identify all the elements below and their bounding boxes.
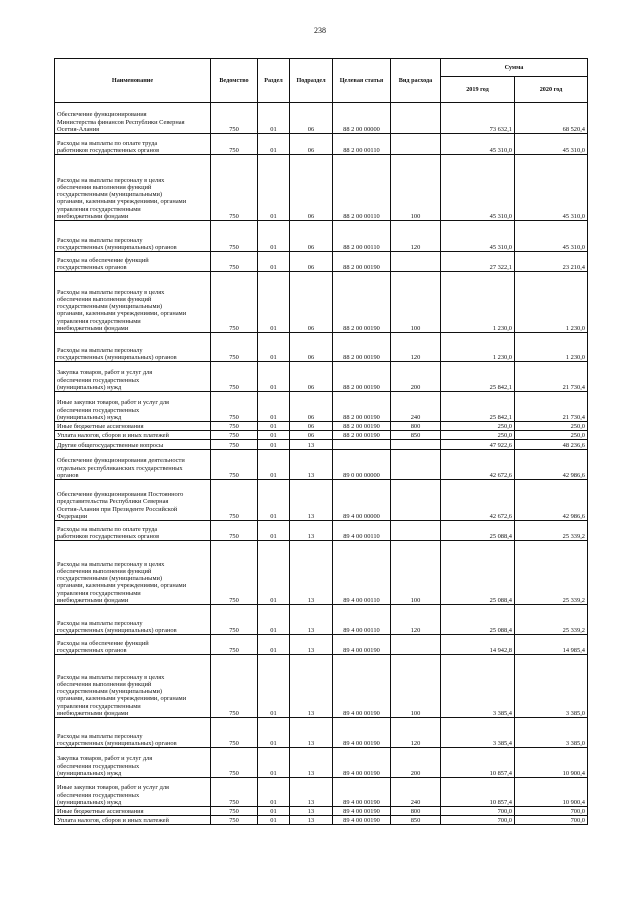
cell-expense (391, 635, 441, 655)
table-row (55, 134, 588, 155)
cell-2019: 1 230,0 (441, 333, 515, 362)
cell-name: Расходы на выплаты по оплате труда работников государственных органов (55, 134, 211, 155)
table-row (55, 655, 588, 718)
cell-podrazdel: 06 (290, 431, 333, 440)
cell-podrazdel: 06 (290, 392, 333, 422)
cell-name: Уплата налогов, сборов и иных платежей (55, 816, 211, 825)
cell-2019: 45 310,0 (441, 134, 515, 155)
cell-name: Закупка товаров, работ и услуг для обеспечения государственных (муниципальных) нужд (55, 362, 211, 392)
table-row (55, 440, 588, 450)
table-row (55, 778, 588, 807)
cell-2019: 25 842,1 (441, 392, 515, 422)
cell-razdel: 01 (258, 252, 290, 272)
cell-2019: 250,0 (441, 431, 515, 440)
cell-vedomstvo: 750 (211, 155, 258, 221)
cell-2020: 250,0 (515, 422, 588, 431)
cell-vedomstvo: 750 (211, 431, 258, 440)
cell-2020: 42 986,6 (515, 450, 588, 480)
cell-target: 89 4 00 00000 (333, 480, 391, 521)
table-row (55, 362, 588, 392)
cell-razdel: 01 (258, 440, 290, 450)
cell-2020: 25 339,2 (515, 605, 588, 635)
cell-2020: 25 339,2 (515, 541, 588, 605)
cell-vedomstvo: 750 (211, 450, 258, 480)
cell-expense: 850 (391, 816, 441, 825)
table-row (55, 431, 588, 440)
cell-expense (391, 480, 441, 521)
cell-razdel: 01 (258, 718, 290, 748)
cell-name: Иные закупки товаров, работ и услуг для обеспечения государственных (муниципальных) нужд (55, 392, 211, 422)
cell-2019: 700,0 (441, 807, 515, 816)
cell-expense (391, 134, 441, 155)
cell-vedomstvo: 750 (211, 778, 258, 807)
cell-target (333, 440, 391, 450)
cell-target: 89 4 00 00110 (333, 605, 391, 635)
cell-target: 88 2 00 00000 (333, 103, 391, 134)
cell-target: 89 4 00 00190 (333, 748, 391, 778)
cell-razdel: 01 (258, 807, 290, 816)
cell-expense: 800 (391, 422, 441, 431)
table-row (55, 816, 588, 825)
cell-podrazdel: 13 (290, 635, 333, 655)
cell-2020: 45 310,0 (515, 155, 588, 221)
cell-vedomstvo: 750 (211, 816, 258, 825)
cell-2019: 42 672,6 (441, 450, 515, 480)
table-row (55, 635, 588, 655)
cell-name: Закупка товаров, работ и услуг для обеспечения государственных (муниципальных) нужд (55, 748, 211, 778)
cell-vedomstvo: 750 (211, 272, 258, 333)
cell-podrazdel: 06 (290, 155, 333, 221)
cell-2019: 10 857,4 (441, 778, 515, 807)
cell-target: 89 4 00 00110 (333, 521, 391, 541)
cell-2020: 700,0 (515, 807, 588, 816)
cell-2019: 25 088,4 (441, 521, 515, 541)
table-row (55, 718, 588, 748)
cell-target: 89 0 00 00000 (333, 450, 391, 480)
cell-razdel: 01 (258, 134, 290, 155)
cell-2019: 42 672,6 (441, 480, 515, 521)
cell-vedomstvo: 750 (211, 718, 258, 748)
cell-podrazdel: 06 (290, 333, 333, 362)
cell-2019: 25 088,4 (441, 541, 515, 605)
cell-podrazdel: 06 (290, 272, 333, 333)
header-target: Целевая статья (333, 59, 391, 103)
cell-name: Обеспечение функционирования деятельности отдельных республиканских государственных органов (55, 450, 211, 480)
cell-2019: 73 632,1 (441, 103, 515, 134)
cell-expense: 100 (391, 155, 441, 221)
cell-vedomstvo: 750 (211, 134, 258, 155)
cell-target: 88 2 00 00110 (333, 221, 391, 252)
cell-expense: 120 (391, 333, 441, 362)
cell-podrazdel: 06 (290, 422, 333, 431)
table-body (55, 103, 588, 825)
cell-expense: 800 (391, 807, 441, 816)
table-row (55, 272, 588, 333)
cell-2019: 3 385,4 (441, 718, 515, 748)
cell-target: 89 4 00 00190 (333, 778, 391, 807)
cell-2019: 47 922,6 (441, 440, 515, 450)
table-row (55, 252, 588, 272)
cell-target: 88 2 00 00190 (333, 272, 391, 333)
table-row (55, 605, 588, 635)
cell-name: Расходы на выплаты персоналу государственных (муниципальных) органов (55, 605, 211, 635)
cell-razdel: 01 (258, 103, 290, 134)
cell-2019: 25 842,1 (441, 362, 515, 392)
cell-2020: 10 900,4 (515, 778, 588, 807)
cell-expense: 120 (391, 605, 441, 635)
cell-expense: 100 (391, 272, 441, 333)
cell-target: 88 2 00 00190 (333, 252, 391, 272)
cell-target: 89 4 00 00190 (333, 655, 391, 718)
cell-podrazdel: 13 (290, 541, 333, 605)
cell-expense (391, 440, 441, 450)
cell-target: 89 4 00 00190 (333, 807, 391, 816)
header-razdel: Раздел (258, 59, 290, 103)
cell-expense: 240 (391, 392, 441, 422)
cell-expense (391, 521, 441, 541)
cell-2020: 250,0 (515, 431, 588, 440)
cell-name: Расходы на выплаты персоналу в целях обеспечения выполнения функций государственными (муниципальными) органами, казенными учреждениями, органами управления государственными внебюджетными фондами (55, 541, 211, 605)
cell-name: Расходы на обеспечение функций государственных органов (55, 252, 211, 272)
table-row (55, 333, 588, 362)
cell-razdel: 01 (258, 605, 290, 635)
cell-razdel: 01 (258, 362, 290, 392)
table-row (55, 450, 588, 480)
cell-podrazdel: 13 (290, 807, 333, 816)
page-number: 238 (314, 26, 326, 35)
cell-podrazdel: 13 (290, 440, 333, 450)
cell-razdel: 01 (258, 480, 290, 521)
cell-vedomstvo: 750 (211, 480, 258, 521)
cell-razdel: 01 (258, 431, 290, 440)
cell-vedomstvo: 750 (211, 333, 258, 362)
cell-2019: 14 942,8 (441, 635, 515, 655)
cell-2019: 45 310,0 (441, 221, 515, 252)
cell-razdel: 01 (258, 392, 290, 422)
table-row (55, 807, 588, 816)
cell-razdel: 01 (258, 748, 290, 778)
cell-podrazdel: 13 (290, 778, 333, 807)
cell-razdel: 01 (258, 221, 290, 252)
cell-2020: 21 730,4 (515, 392, 588, 422)
table-row (55, 541, 588, 605)
cell-podrazdel: 06 (290, 134, 333, 155)
cell-2020: 23 210,4 (515, 252, 588, 272)
header-podrazdel: Подраздел (290, 59, 333, 103)
cell-razdel: 01 (258, 816, 290, 825)
cell-razdel: 01 (258, 155, 290, 221)
cell-podrazdel: 13 (290, 748, 333, 778)
cell-target: 89 4 00 00110 (333, 541, 391, 605)
cell-expense: 200 (391, 362, 441, 392)
cell-name: Иные закупки товаров, работ и услуг для обеспечения государственных (муниципальных) нужд (55, 778, 211, 807)
cell-target: 88 2 00 00190 (333, 392, 391, 422)
cell-name: Уплата налогов, сборов и иных платежей (55, 431, 211, 440)
cell-2020: 14 985,4 (515, 635, 588, 655)
cell-2020: 42 986,6 (515, 480, 588, 521)
cell-expense (391, 103, 441, 134)
cell-podrazdel: 13 (290, 480, 333, 521)
cell-2019: 700,0 (441, 816, 515, 825)
cell-vedomstvo: 750 (211, 362, 258, 392)
cell-expense: 240 (391, 778, 441, 807)
cell-expense: 200 (391, 748, 441, 778)
cell-2020: 25 339,2 (515, 521, 588, 541)
cell-razdel: 01 (258, 635, 290, 655)
cell-podrazdel: 13 (290, 521, 333, 541)
cell-2020: 10 900,4 (515, 748, 588, 778)
table-row (55, 521, 588, 541)
cell-vedomstvo: 750 (211, 221, 258, 252)
cell-2019: 27 322,1 (441, 252, 515, 272)
cell-2020: 1 230,0 (515, 272, 588, 333)
table-row (55, 103, 588, 134)
cell-target: 88 2 00 00110 (333, 134, 391, 155)
cell-name: Расходы на выплаты персоналу в целях обеспечения выполнения функций государственными (муниципальными) органами, казенными учреждениями, органами управления государственными внебюджетными фондами (55, 655, 211, 718)
cell-vedomstvo: 750 (211, 392, 258, 422)
cell-name: Иные бюджетные ассигнования (55, 422, 211, 431)
table-row (55, 422, 588, 431)
cell-name: Расходы на выплаты персоналу государственных (муниципальных) органов (55, 221, 211, 252)
cell-2020: 45 310,0 (515, 221, 588, 252)
cell-razdel: 01 (258, 272, 290, 333)
cell-2020: 1 230,0 (515, 333, 588, 362)
cell-name: Другие общегосударственные вопросы (55, 440, 211, 450)
header-vedomstvo: Ведомство (211, 59, 258, 103)
cell-name: Обеспечение функционирования Постоянного представительства Республики Северная Осетия-Алания при Президенте Российской Федерации (55, 480, 211, 521)
cell-name: Иные бюджетные ассигнования (55, 807, 211, 816)
cell-vedomstvo: 750 (211, 605, 258, 635)
cell-expense: 850 (391, 431, 441, 440)
cell-podrazdel: 13 (290, 655, 333, 718)
cell-razdel: 01 (258, 655, 290, 718)
cell-razdel: 01 (258, 450, 290, 480)
cell-name: Расходы на выплаты персоналу в целях обеспечения выполнения функций государственными (муниципальными) органами, казенными учреждениями, органами управления государственными внебюджетными фондами (55, 272, 211, 333)
cell-2020: 48 236,6 (515, 440, 588, 450)
cell-vedomstvo: 750 (211, 521, 258, 541)
table-row (55, 155, 588, 221)
cell-vedomstvo: 750 (211, 635, 258, 655)
cell-vedomstvo: 750 (211, 655, 258, 718)
cell-target: 88 2 00 00190 (333, 422, 391, 431)
cell-name: Расходы на выплаты персоналу в целях обеспечения выполнения функций государственными (муниципальными) органами, казенными учреждениями, органами управления государственными внебюджетными фондами (55, 155, 211, 221)
cell-vedomstvo: 750 (211, 103, 258, 134)
header-2019: 2019 год (441, 77, 515, 103)
cell-2020: 3 385,0 (515, 655, 588, 718)
cell-2019: 1 230,0 (441, 272, 515, 333)
table-row (55, 392, 588, 422)
cell-podrazdel: 06 (290, 252, 333, 272)
cell-expense: 100 (391, 541, 441, 605)
cell-expense (391, 252, 441, 272)
cell-target: 89 4 00 00190 (333, 718, 391, 748)
cell-2019: 3 385,4 (441, 655, 515, 718)
cell-target: 89 4 00 00190 (333, 635, 391, 655)
cell-podrazdel: 13 (290, 605, 333, 635)
cell-razdel: 01 (258, 541, 290, 605)
cell-expense: 100 (391, 655, 441, 718)
table-row (55, 480, 588, 521)
cell-name: Расходы на обеспечение функций государственных органов (55, 635, 211, 655)
cell-target: 88 2 00 00190 (333, 431, 391, 440)
cell-2019: 10 857,4 (441, 748, 515, 778)
header-2020: 2020 год (515, 77, 588, 103)
budget-table (54, 58, 588, 825)
cell-2020: 21 730,4 (515, 362, 588, 392)
cell-razdel: 01 (258, 333, 290, 362)
cell-podrazdel: 06 (290, 103, 333, 134)
cell-vedomstvo: 750 (211, 252, 258, 272)
cell-name: Обеспечение функционирования Министерства финансов Республики Северная Осетия-Алания (55, 103, 211, 134)
cell-2019: 45 310,0 (441, 155, 515, 221)
cell-podrazdel: 13 (290, 718, 333, 748)
cell-expense: 120 (391, 718, 441, 748)
cell-name: Расходы на выплаты персоналу государственных (муниципальных) органов (55, 718, 211, 748)
cell-vedomstvo: 750 (211, 807, 258, 816)
cell-target: 89 4 00 00190 (333, 816, 391, 825)
table-row (55, 748, 588, 778)
cell-podrazdel: 06 (290, 221, 333, 252)
cell-razdel: 01 (258, 422, 290, 431)
cell-2020: 68 520,4 (515, 103, 588, 134)
cell-vedomstvo: 750 (211, 422, 258, 431)
cell-vedomstvo: 750 (211, 440, 258, 450)
cell-target: 88 2 00 00190 (333, 362, 391, 392)
cell-2020: 45 310,0 (515, 134, 588, 155)
header-sum: Сумма (441, 59, 588, 77)
cell-podrazdel: 13 (290, 816, 333, 825)
cell-razdel: 01 (258, 778, 290, 807)
header-name: Наименование (55, 59, 211, 103)
cell-podrazdel: 06 (290, 362, 333, 392)
cell-vedomstvo: 750 (211, 541, 258, 605)
cell-2020: 3 385,0 (515, 718, 588, 748)
cell-vedomstvo: 750 (211, 748, 258, 778)
cell-2019: 250,0 (441, 422, 515, 431)
cell-podrazdel: 13 (290, 450, 333, 480)
cell-target: 88 2 00 00190 (333, 333, 391, 362)
header-expense: Вид расхода (391, 59, 441, 103)
cell-2019: 25 088,4 (441, 605, 515, 635)
cell-2020: 700,0 (515, 816, 588, 825)
cell-name: Расходы на выплаты персоналу государственных (муниципальных) органов (55, 333, 211, 362)
cell-expense (391, 450, 441, 480)
table-row (55, 221, 588, 252)
cell-razdel: 01 (258, 521, 290, 541)
cell-name: Расходы на выплаты по оплате труда работников государственных органов (55, 521, 211, 541)
cell-target: 88 2 00 00110 (333, 155, 391, 221)
cell-expense: 120 (391, 221, 441, 252)
